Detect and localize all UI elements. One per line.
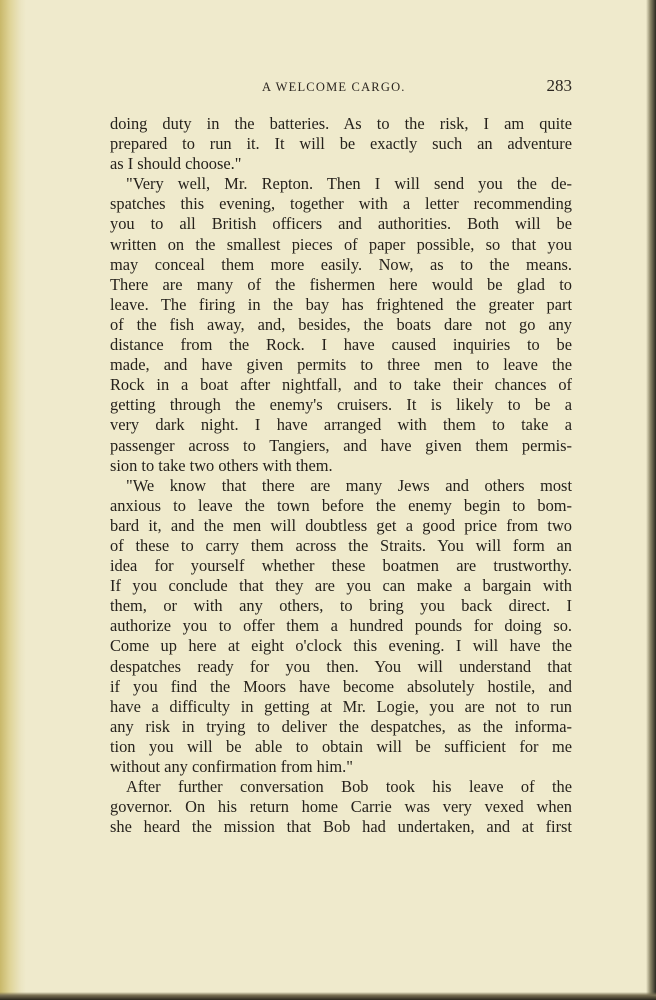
text-line: tion you will be able to obtain will be sufficient for me (110, 736, 572, 756)
text-line: of these to carry them across the Straits. You will form an (110, 535, 572, 555)
text-line: very dark night. I have arranged with them to take a (110, 415, 572, 435)
binding-shadow (0, 0, 26, 1000)
text-line: distance from the Rock. I have caused inquiries to be (110, 335, 572, 355)
text-line: have a difficulty in getting at Mr. Logie, you are not to run (110, 696, 572, 716)
text-line: If you conclude that they are you can make a bargain with (110, 576, 572, 596)
text-line: doing duty in the batteries. As to the risk, I am quite (110, 114, 572, 133)
text-line: Come up here at eight o'clock this evening. I will have the (110, 636, 572, 656)
page-right-edge (646, 0, 656, 1000)
page-number: 283 (546, 76, 572, 95)
text-line: she heard the mission that Bob had undertaken, and at first (110, 817, 572, 837)
text-line: After further conversation Bob took his leave of the (126, 777, 572, 797)
text-line: Rock in a boat after nightfall, and to take their chances of (110, 375, 572, 395)
text-line: passenger across to Tangiers, and have given them permis- (110, 435, 572, 455)
text-line: governor. On his return home Carrie was very vexed when (110, 797, 572, 817)
body-text (110, 114, 572, 837)
text-line: prepared to run it. It will be exactly such an adventure (110, 134, 572, 154)
text-line: anxious to leave the town before the enemy begin to bom- (110, 495, 572, 515)
text-line: made, and have given permits to three men to leave the (110, 355, 572, 375)
text-line: bard it, and the men will doubtless get a good price from two (110, 515, 572, 535)
text-line: spatches this evening, together with a letter recommending (110, 194, 572, 214)
text-line: without any confirmation from him." (110, 757, 353, 776)
text-line: There are many of the fishermen here would be glad to (110, 274, 572, 294)
running-title: A WELCOME CARGO. (262, 80, 406, 94)
page-bottom-edge (0, 992, 656, 1000)
text-line: you to all British officers and authorities. Both will be (110, 214, 572, 234)
text-line: written on the smallest pieces of paper possible, so that you (110, 234, 572, 254)
text-line: authorize you to offer them a hundred pounds for doing so. (110, 616, 572, 636)
text-line: sion to take two others with them. (110, 455, 333, 475)
text-line: if you find the Moors have become absolutely hostile, and (110, 676, 572, 696)
text-line: "We know that there are many Jews and others most (126, 475, 572, 495)
text-line: leave. The firing in the bay has frightened the greater part (110, 294, 572, 314)
text-line: despatches ready for you then. You will understand that (110, 656, 572, 676)
text-line: of the fish away, and, besides, the boats dare not go any (110, 314, 572, 334)
text-line: may conceal them more easily. Now, as to the means. (110, 254, 572, 274)
text-line: idea for yourself whether these boatmen are trustworthy. (110, 556, 572, 576)
running-head (110, 76, 572, 100)
text-line: them, or with any others, to bring you back direct. I (110, 596, 572, 616)
text-line: getting through the enemy's cruisers. It is likely to be a (110, 395, 572, 415)
text-line: "Very well, Mr. Repton. Then I will send you the de- (126, 174, 572, 194)
text-line: as I should choose." (110, 154, 242, 174)
text-line: any risk in trying to deliver the despatches, as the informa- (110, 716, 572, 736)
